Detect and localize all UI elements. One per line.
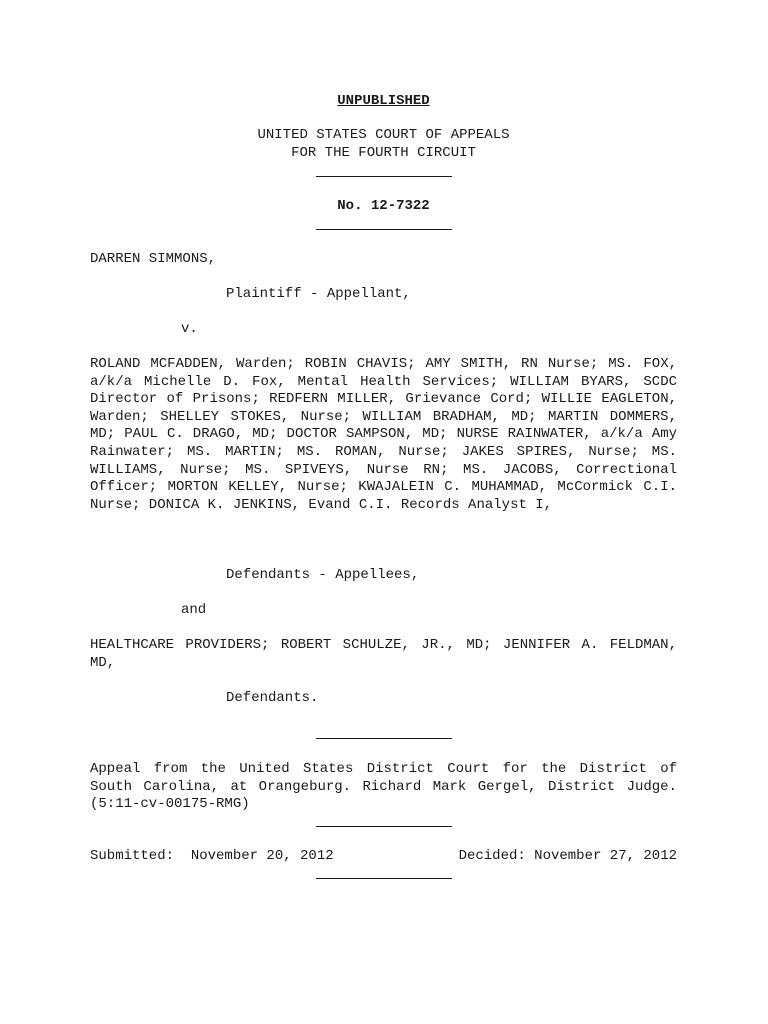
dates-row [90, 848, 677, 866]
defendants-appellees-list: ROLAND MCFADDEN, Warden; ROBIN CHAVIS; AMY SMITH, RN Nurse; MS. FOX, a/k/a Michelle D. Fox, Mental Health Services; WILLIAM BYARS, SCDC Director of Prisons; REDFERN MILLER, Grievance Cord; WILLIE EAGLETON, Warden; SHELLEY STOKES, Nurse; WILLIAM BRADHAM, MD; MARTIN DOMMERS, MD; PAUL C. DRAGO, MD; DOCTOR SAMPSON, MD; NURSE RAINWATER, a/k/a Amy Rainwater; MS. MARTIN; MS. ROMAN, Nurse; JAKES SPIRES, Nurse; MS. WILLIAMS, Nurse; MS. SPIVEYS, Nurse RN; MS. JACOBS, Correctional Officer; MORTON KELLEY, Nurse; KWAJALEIN C. MUHAMMAD, McCormick C.I. Nurse; DONICA K. JENKINS, Evand C.I. Records Analyst I, [90, 356, 677, 513]
decided-date: Decided: November 27, 2012 [458, 848, 677, 864]
plaintiff-role: Plaintiff - Appellant, [226, 286, 411, 302]
divider [316, 229, 452, 230]
appeal-paragraph: Appeal from the United States District Court for the District of South Carolina, at Orangeburg. Richard Mark Gergel, District Judge. (5:11-cv-00175-RMG) [90, 761, 677, 813]
submitted-date: Submitted: November 20, 2012 [90, 848, 334, 864]
divider [316, 826, 452, 827]
divider [316, 176, 452, 177]
court-name-line1: UNITED STATES COURT OF APPEALS [257, 127, 510, 143]
case-number: No. 12-7322 [337, 198, 430, 214]
other-defendants-role: Defendants. [226, 690, 319, 706]
and-label: and [181, 602, 207, 618]
unpublished-label: UNPUBLISHED [337, 93, 430, 109]
divider [316, 878, 452, 879]
defendants-appellees-role: Defendants - Appellees, [226, 567, 420, 583]
plaintiff-name: DARREN SIMMONS, [90, 251, 217, 267]
court-name-line2: FOR THE FOURTH CIRCUIT [291, 145, 476, 161]
other-defendants-list: HEALTHCARE PROVIDERS; ROBERT SCHULZE, JR., MD; JENNIFER A. FELDMAN, MD, [90, 637, 677, 671]
versus-label: v. [181, 321, 198, 337]
divider [316, 738, 452, 739]
